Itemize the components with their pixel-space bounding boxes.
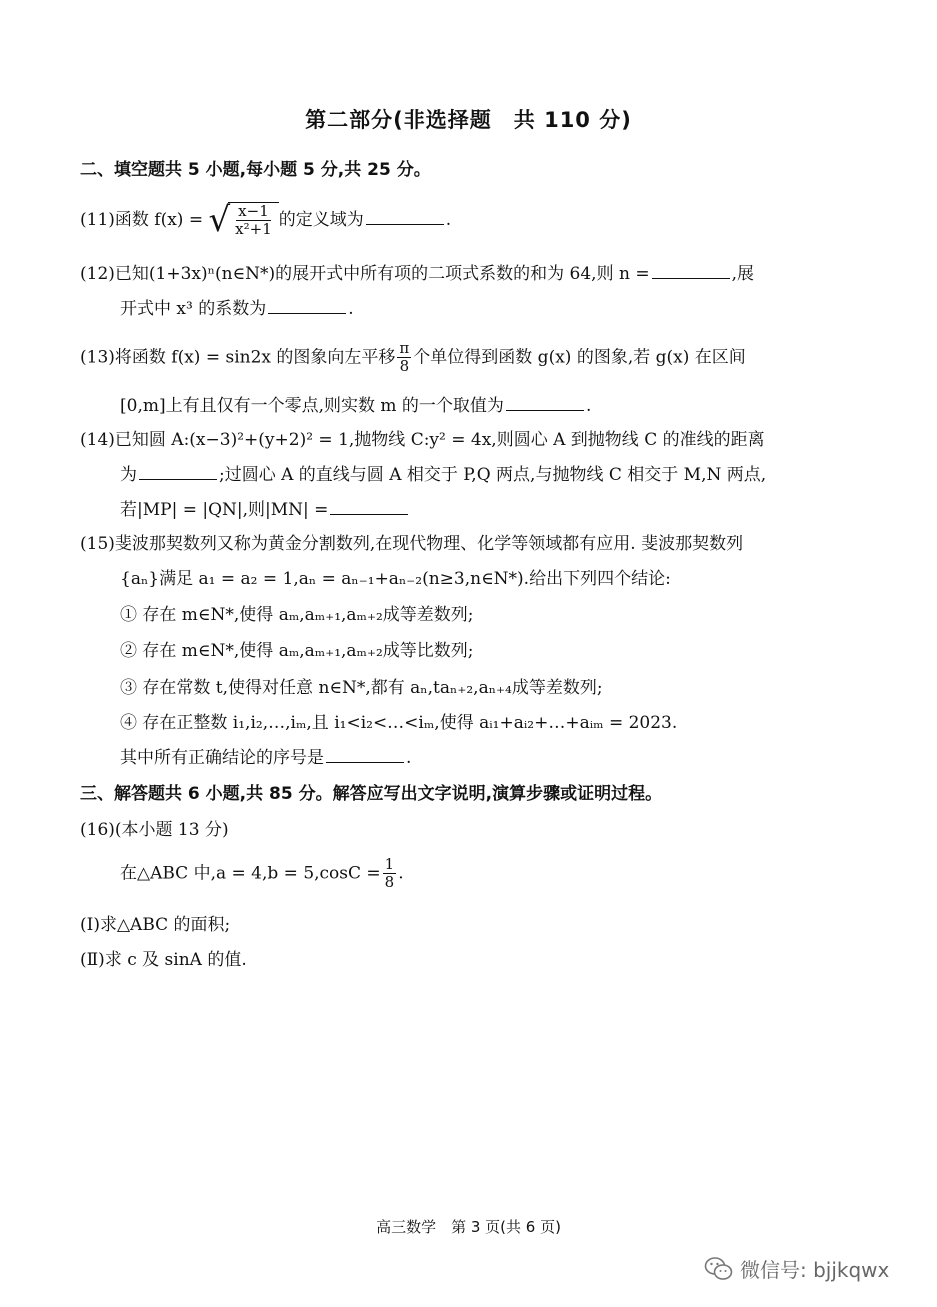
question-15-line1: (15)斐波那契数列又称为黄金分割数列,在现代物理、化学等领域都有应用. 斐波那契数列: [80, 534, 744, 554]
q13-prefix: (13)将函数 f(x) = sin2x 的图象向左平移: [80, 347, 396, 368]
question-12-line1: [80, 266, 754, 283]
q15-option-1: ① 存在 m∈N*,使得 aₘ,aₘ₊₁,aₘ₊₂成等差数列;: [120, 605, 474, 625]
q16-denominator: 8: [384, 873, 395, 892]
page-footer: 高三数学 第 3 页(共 6 页): [376, 1218, 561, 1236]
watermark-text: 微信号: bjjkqwx: [740, 1258, 890, 1282]
q13-numerator: π: [399, 339, 410, 357]
section-3-heading: 三、解答题共 6 小题,共 85 分。解答应写出文字说明,演算步骤或证明过程。: [80, 784, 663, 804]
question-14-line3: [120, 502, 410, 519]
q11-suffix: 的定义域为: [278, 209, 364, 230]
sqrt-icon: √: [208, 200, 231, 241]
wechat-icon: [704, 1256, 734, 1282]
q15-option-3: ③ 存在常数 t,使得对任意 n∈N*,都有 aₙ,taₙ₊₂,aₙ₊₄成等差数列;: [120, 678, 603, 698]
question-13-line2: [120, 398, 591, 415]
q12-text-2: 开式中 x³ 的系数为: [120, 299, 267, 319]
part-title: 第二部分(非选择题 共 110 分): [305, 108, 632, 132]
q13-text-2: [0,m]上有且仅有一个零点,则实数 m 的一个取值为: [120, 396, 504, 416]
question-15-line2: {aₙ}满足 a₁ = a₂ = 1,aₙ = aₙ₋₁+aₙ₋₂(n≥3,n∈N*).给出下列四个结论:: [120, 569, 671, 589]
q12-line2-end: .: [348, 299, 354, 319]
section-2-heading: 二、填空题共 5 小题,每小题 5 分,共 25 分。: [80, 160, 431, 180]
wechat-watermark: [704, 1254, 889, 1283]
q14-line2-pre: 为: [120, 465, 137, 485]
q11-numerator: x−1: [238, 202, 269, 220]
q16-numerator: 1: [384, 855, 395, 873]
q14-answer-blank-1: [139, 477, 217, 480]
q12-answer-blank-1: [652, 276, 730, 279]
question-16-label: (16)(本小题 13 分): [80, 820, 229, 840]
q15-option-4: ④ 存在正整数 i₁,i₂,…,iₘ,且 i₁<i₂<…<iₘ,使得 aᵢ₁+aᵢ₂+…+aᵢₘ = 2023.: [120, 713, 678, 733]
question-14-line2: [120, 467, 766, 484]
q11-sqrt: [209, 202, 279, 239]
q15-conclusion-text: 其中所有正确结论的序号是: [120, 748, 324, 768]
q12-answer-blank-2: [268, 311, 346, 314]
q13-denominator: 8: [399, 357, 410, 376]
q16-stem-end: .: [398, 863, 404, 884]
question-13-line1: [80, 340, 746, 376]
q13-suffix: 个单位得到函数 g(x) 的图象,若 g(x) 在区间: [413, 347, 746, 368]
q11-prefix: (11)函数 f(x) =: [80, 209, 209, 230]
q11-denominator: x²+1: [235, 220, 272, 239]
q12-text: (12)已知(1+3x)ⁿ(n∈N*)的展开式中所有项的二项式系数的和为 64,则 n =: [80, 264, 650, 284]
q14-text-3: 若|MP| = |QN|,则|MN| =: [120, 500, 329, 520]
question-16-part-2: (Ⅱ)求 c 及 sinA 的值.: [80, 950, 247, 970]
q15-option-2: ② 存在 m∈N*,使得 aₘ,aₘ₊₁,aₘ₊₂成等比数列;: [120, 641, 474, 661]
question-16-part-1: (Ⅰ)求△ABC 的面积;: [80, 915, 231, 935]
q11-end: .: [445, 209, 452, 230]
q13-answer-blank: [506, 408, 584, 411]
q16-stem-text: 在△ABC 中,a = 4,b = 5,cosC =: [120, 863, 381, 884]
q13-end: .: [585, 396, 592, 416]
q15-conclusion: [120, 750, 411, 767]
q12-line1-end: ,展: [731, 264, 754, 284]
question-14-line1: (14)已知圆 A:(x−3)²+(y+2)² = 1,抛物线 C:y² = 4x,则圆心 A 到抛物线 C 的准线的距离: [80, 430, 765, 450]
question-16-stem: [120, 856, 404, 892]
q14-text-2: ;过圆心 A 的直线与圆 A 相交于 P,Q 两点,与抛物线 C 相交于 M,N 两点,: [219, 465, 767, 485]
question-12-line2: [120, 301, 354, 318]
q14-answer-blank-2: [330, 512, 408, 515]
question-11: [80, 202, 451, 239]
q11-answer-blank: [366, 222, 444, 225]
q15-answer-blank: [326, 760, 404, 763]
q15-end: .: [406, 748, 412, 768]
